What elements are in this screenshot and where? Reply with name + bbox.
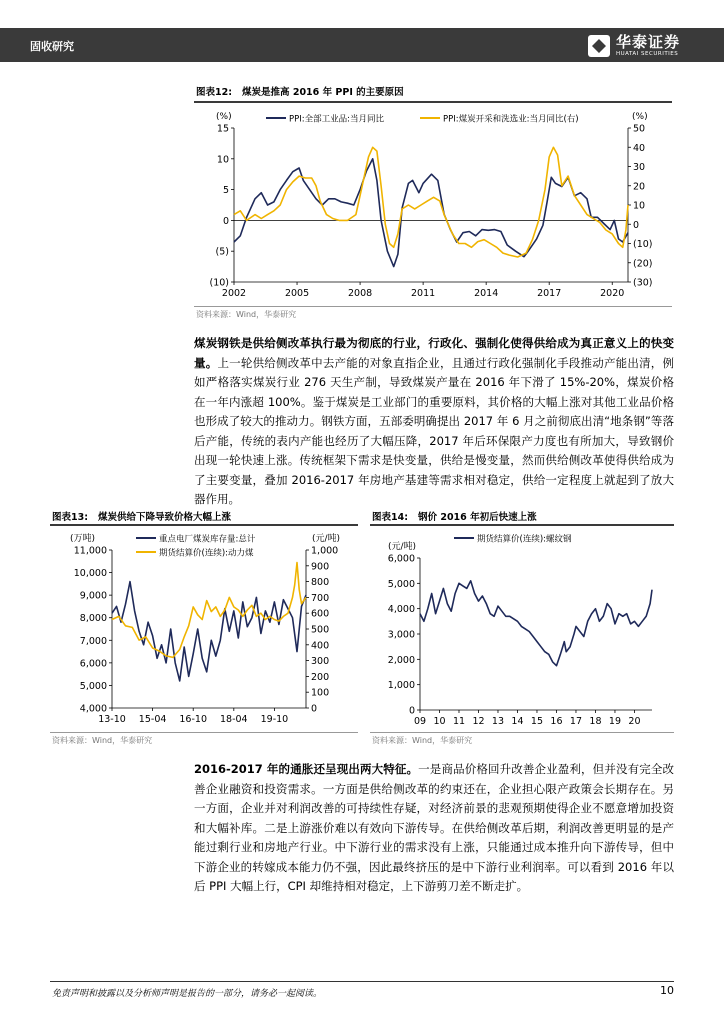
fig14-x-tick-label: 13 <box>491 716 505 727</box>
fig14-title <box>372 509 537 523</box>
fig12-right-tick-label: 20 <box>633 181 646 193</box>
fig14-bottom-rule <box>370 732 674 733</box>
fig12-top-rule <box>194 101 672 103</box>
fig13-right-tick-label: 900 <box>311 561 330 573</box>
para1-text: 上一轮供给侧改革中去产能的对象直指企业，且通过行政化强制化手段推动产能出清，例如严格落实煤炭行业 276 天生产制，导致煤炭产量在 2016 年下滑了 15%-20%，煤炭价格在一年内涨超 100%。鉴于煤炭是工业部门的重要原料，其价格的大幅上涨对其他工业品价格也形成了较大的推动力。钢铁方面，五部委明确提出 2017 年 6 月之前彻底出清“地条钢”等落后产能，传统的表内产能也经历了大幅压降，2017 年后环保限产力度也有所加大，导致钢价出现一轮快速上涨。传统框架下需求是快变量，供给是慢变量，然而供给侧改革使得供给成为了主要变量，叠加 2016-2017 年房地产基建等需求相对稳定，供给一定程度上就起到了放大器作用。 <box>194 355 675 506</box>
fig12-title <box>196 84 404 98</box>
fig14-series-line-1 <box>420 581 652 666</box>
fig14-x-tick-label: 20 <box>628 716 641 727</box>
footer-rule <box>50 981 674 982</box>
fig12-legend-label-1: PPI:全部工业品:当月同比 <box>289 114 384 125</box>
fig13-series-line-2 <box>112 563 306 658</box>
fig14-source: 资料来源：Wind，华泰研究 <box>372 736 473 745</box>
fig13-right-tick-label: 400 <box>311 640 330 652</box>
fig12-left-tick-label: (10) <box>209 277 229 289</box>
fig13-right-unit: (元/吨) <box>312 534 341 544</box>
fig14-left-tick-label: 6,000 <box>387 553 415 565</box>
fig14-x-tick-label: 14 <box>511 716 524 727</box>
fig12-right-tick-label: 50 <box>633 123 646 135</box>
fig14-left-tick-label: 0 <box>408 705 415 717</box>
fig14-left-tick-label: 4,000 <box>387 604 415 616</box>
page-number: 10 <box>660 984 674 997</box>
fig13-left-tick-label: 10,000 <box>73 568 107 580</box>
fig12-left-tick-label: 10 <box>216 154 229 166</box>
fig14-left-tick-label: 5,000 <box>387 578 415 590</box>
logo-en-text: HUATAI SECURITIES <box>615 50 679 57</box>
fig12-label: 图表12: <box>196 87 233 98</box>
fig13-caption: 煤炭供给下降导致价格大幅上涨 <box>98 512 232 523</box>
fig14-x-tick-label: 11 <box>452 716 466 727</box>
fig12-bottom-rule <box>194 306 672 307</box>
para2-text: 一是商品价格回升改善企业盈利，但并没有完全改善企业融资和投资需求。一方面是供给侧改革的约束还在，企业担心限产政策会长期存在。另一方面，企业并对利润改善的可持续性存疑，对经济前景的悲观预期使得企业不愿意增加投资和大幅补库。二是上游涨价难以有效向下游传导。在供给侧改革后期，利润改善更明显的是产能过剩行业和房地产行业。中下游行业的需求没有上涨，只能通过成本推升向下游传导，但中下游企业的转嫁成本能力仍不强，因此最终挤压的是中下游行业利润率。可以看到 2016 年以后 PPI 大幅上行，CPI 却维持相对稳定，上下游剪刀差不断走扩。 <box>194 762 674 893</box>
fig13-left-tick-label: 7,000 <box>79 635 107 647</box>
para1-bold: 煤炭钢铁是供给侧改革执行最为彻底的行业，行政化、强制化使得供给成为真正意义上的快变量。 <box>194 336 674 370</box>
huatai-logo <box>588 31 680 61</box>
fig14-x-tick-label: 16 <box>550 716 563 727</box>
fig14-left-tick-label: 3,000 <box>387 629 415 641</box>
fig12-right-tick-label: (20) <box>633 258 653 270</box>
fig12-left-tick-label: 5 <box>222 185 229 197</box>
fig12-left-tick-label: 0 <box>222 215 229 227</box>
fig13-x-tick-label: 15-04 <box>138 714 167 725</box>
paragraph-2 <box>194 760 674 897</box>
fig12-x-tick-label: 2014 <box>474 288 499 299</box>
fig13-left-tick-label: 4,000 <box>79 703 107 715</box>
fig12-right-unit: (%) <box>632 112 648 122</box>
fig13-right-tick-label: 700 <box>311 592 330 604</box>
fig13-left-tick-label: 8,000 <box>79 613 107 625</box>
fig12-source: 资料来源：Wind，华泰研究 <box>196 310 297 319</box>
fig13-right-tick-label: 800 <box>311 577 330 589</box>
fig12-x-tick-label: 2017 <box>537 288 562 299</box>
fig14-legend-label-1: 期货结算价(连续):螺纹钢 <box>477 534 572 545</box>
fig12-x-tick-label: 2002 <box>221 288 247 299</box>
fig13-x-tick-label: 18-04 <box>220 714 248 725</box>
fig13-source: 资料来源：Wind，华泰研究 <box>52 736 153 745</box>
fig14-x-tick-label: 18 <box>589 716 602 727</box>
fig13-bottom-rule <box>50 732 358 733</box>
fig13-right-tick-label: 300 <box>311 656 330 668</box>
fig12-x-tick-label: 2005 <box>284 288 310 299</box>
fig12-legend-label-2: PPI:煤炭开采和洗选业:当月同比(右) <box>443 114 579 125</box>
fig13-left-tick-label: 6,000 <box>79 658 107 670</box>
fig13-right-tick-label: 100 <box>311 687 330 699</box>
fig14-caption: 钢价 2016 年初后快速上涨 <box>418 512 537 523</box>
fig12-chart <box>194 104 672 304</box>
fig14-x-tick-label: 12 <box>472 716 485 727</box>
fig13-legend-label-2: 期货结算价(连续):动力煤 <box>159 548 254 559</box>
fig12-x-tick-label: 2020 <box>600 288 625 299</box>
fig13-legend-label-1: 重点电厂煤炭库存量:总计 <box>159 534 256 545</box>
fig13-left-tick-label: 9,000 <box>79 590 107 602</box>
fig12-right-tick-label: (30) <box>633 277 653 289</box>
section-title: 固收研究 <box>30 40 74 53</box>
fig14-label: 图表14: <box>372 512 409 523</box>
fig13-x-tick-label: 16-10 <box>179 714 208 725</box>
fig14-chart <box>370 526 674 730</box>
fig13-label: 图表13: <box>52 512 89 523</box>
fig12-left-tick-label: 15 <box>216 123 229 135</box>
para2-bold: 2016-2017 年的通胀还呈现出两大特征。 <box>194 762 419 776</box>
fig13-right-tick-label: 1,000 <box>311 545 339 557</box>
fig13-left-tick-label: 11,000 <box>73 545 107 557</box>
fig12-right-tick-label: 40 <box>633 142 646 154</box>
fig14-x-tick-label: 17 <box>569 716 583 727</box>
fig13-left-tick-label: 5,000 <box>79 680 107 692</box>
fig14-x-tick-label: 09 <box>413 716 427 727</box>
fig14-x-tick-label: 10 <box>433 716 446 727</box>
fig13-x-tick-label: 13-10 <box>98 714 126 725</box>
fig12-right-tick-label: 30 <box>633 162 646 173</box>
fig13-right-tick-label: 200 <box>311 671 330 683</box>
fig12-x-tick-label: 2008 <box>347 288 373 299</box>
fig12-series-line-2 <box>234 147 628 257</box>
fig13-chart <box>50 526 360 730</box>
fig12-caption: 煤炭是推高 2016 年 PPI 的主要原因 <box>242 87 404 98</box>
fig12-left-unit: (%) <box>216 112 232 122</box>
fig12-x-tick-label: 2011 <box>411 288 436 299</box>
paragraph-1 <box>194 334 674 510</box>
fig14-left-unit: (元/吨) <box>388 542 417 552</box>
fig14-x-tick-label: 15 <box>530 716 544 727</box>
fig13-right-tick-label: 600 <box>311 608 330 620</box>
fig14-left-tick-label: 2,000 <box>387 654 415 666</box>
fig12-right-tick-label: 10 <box>633 200 646 212</box>
fig13-x-tick-label: 19-10 <box>260 714 289 725</box>
fig12-right-tick-label: (10) <box>633 239 653 250</box>
fig13-right-tick-label: 500 <box>311 624 330 636</box>
fig14-x-tick-label: 19 <box>608 716 622 727</box>
fig13-right-tick-label: 0 <box>311 703 318 715</box>
fig12-right-tick-label: 0 <box>633 219 640 231</box>
fig12-series-line-1 <box>234 159 628 267</box>
fig13-title <box>52 509 231 523</box>
fig14-left-tick-label: 1,000 <box>387 680 415 692</box>
logo-icon <box>588 35 610 57</box>
logo-cn-text: 华泰证券 <box>615 32 680 51</box>
footer-disclaimer: 免责声明和披露以及分析师声明是报告的一部分，请务必一起阅读。 <box>52 989 323 999</box>
fig13-series-line-1 <box>112 582 306 681</box>
fig13-left-unit: (万吨) <box>70 534 96 544</box>
fig12-left-tick-label: (5) <box>215 246 229 258</box>
